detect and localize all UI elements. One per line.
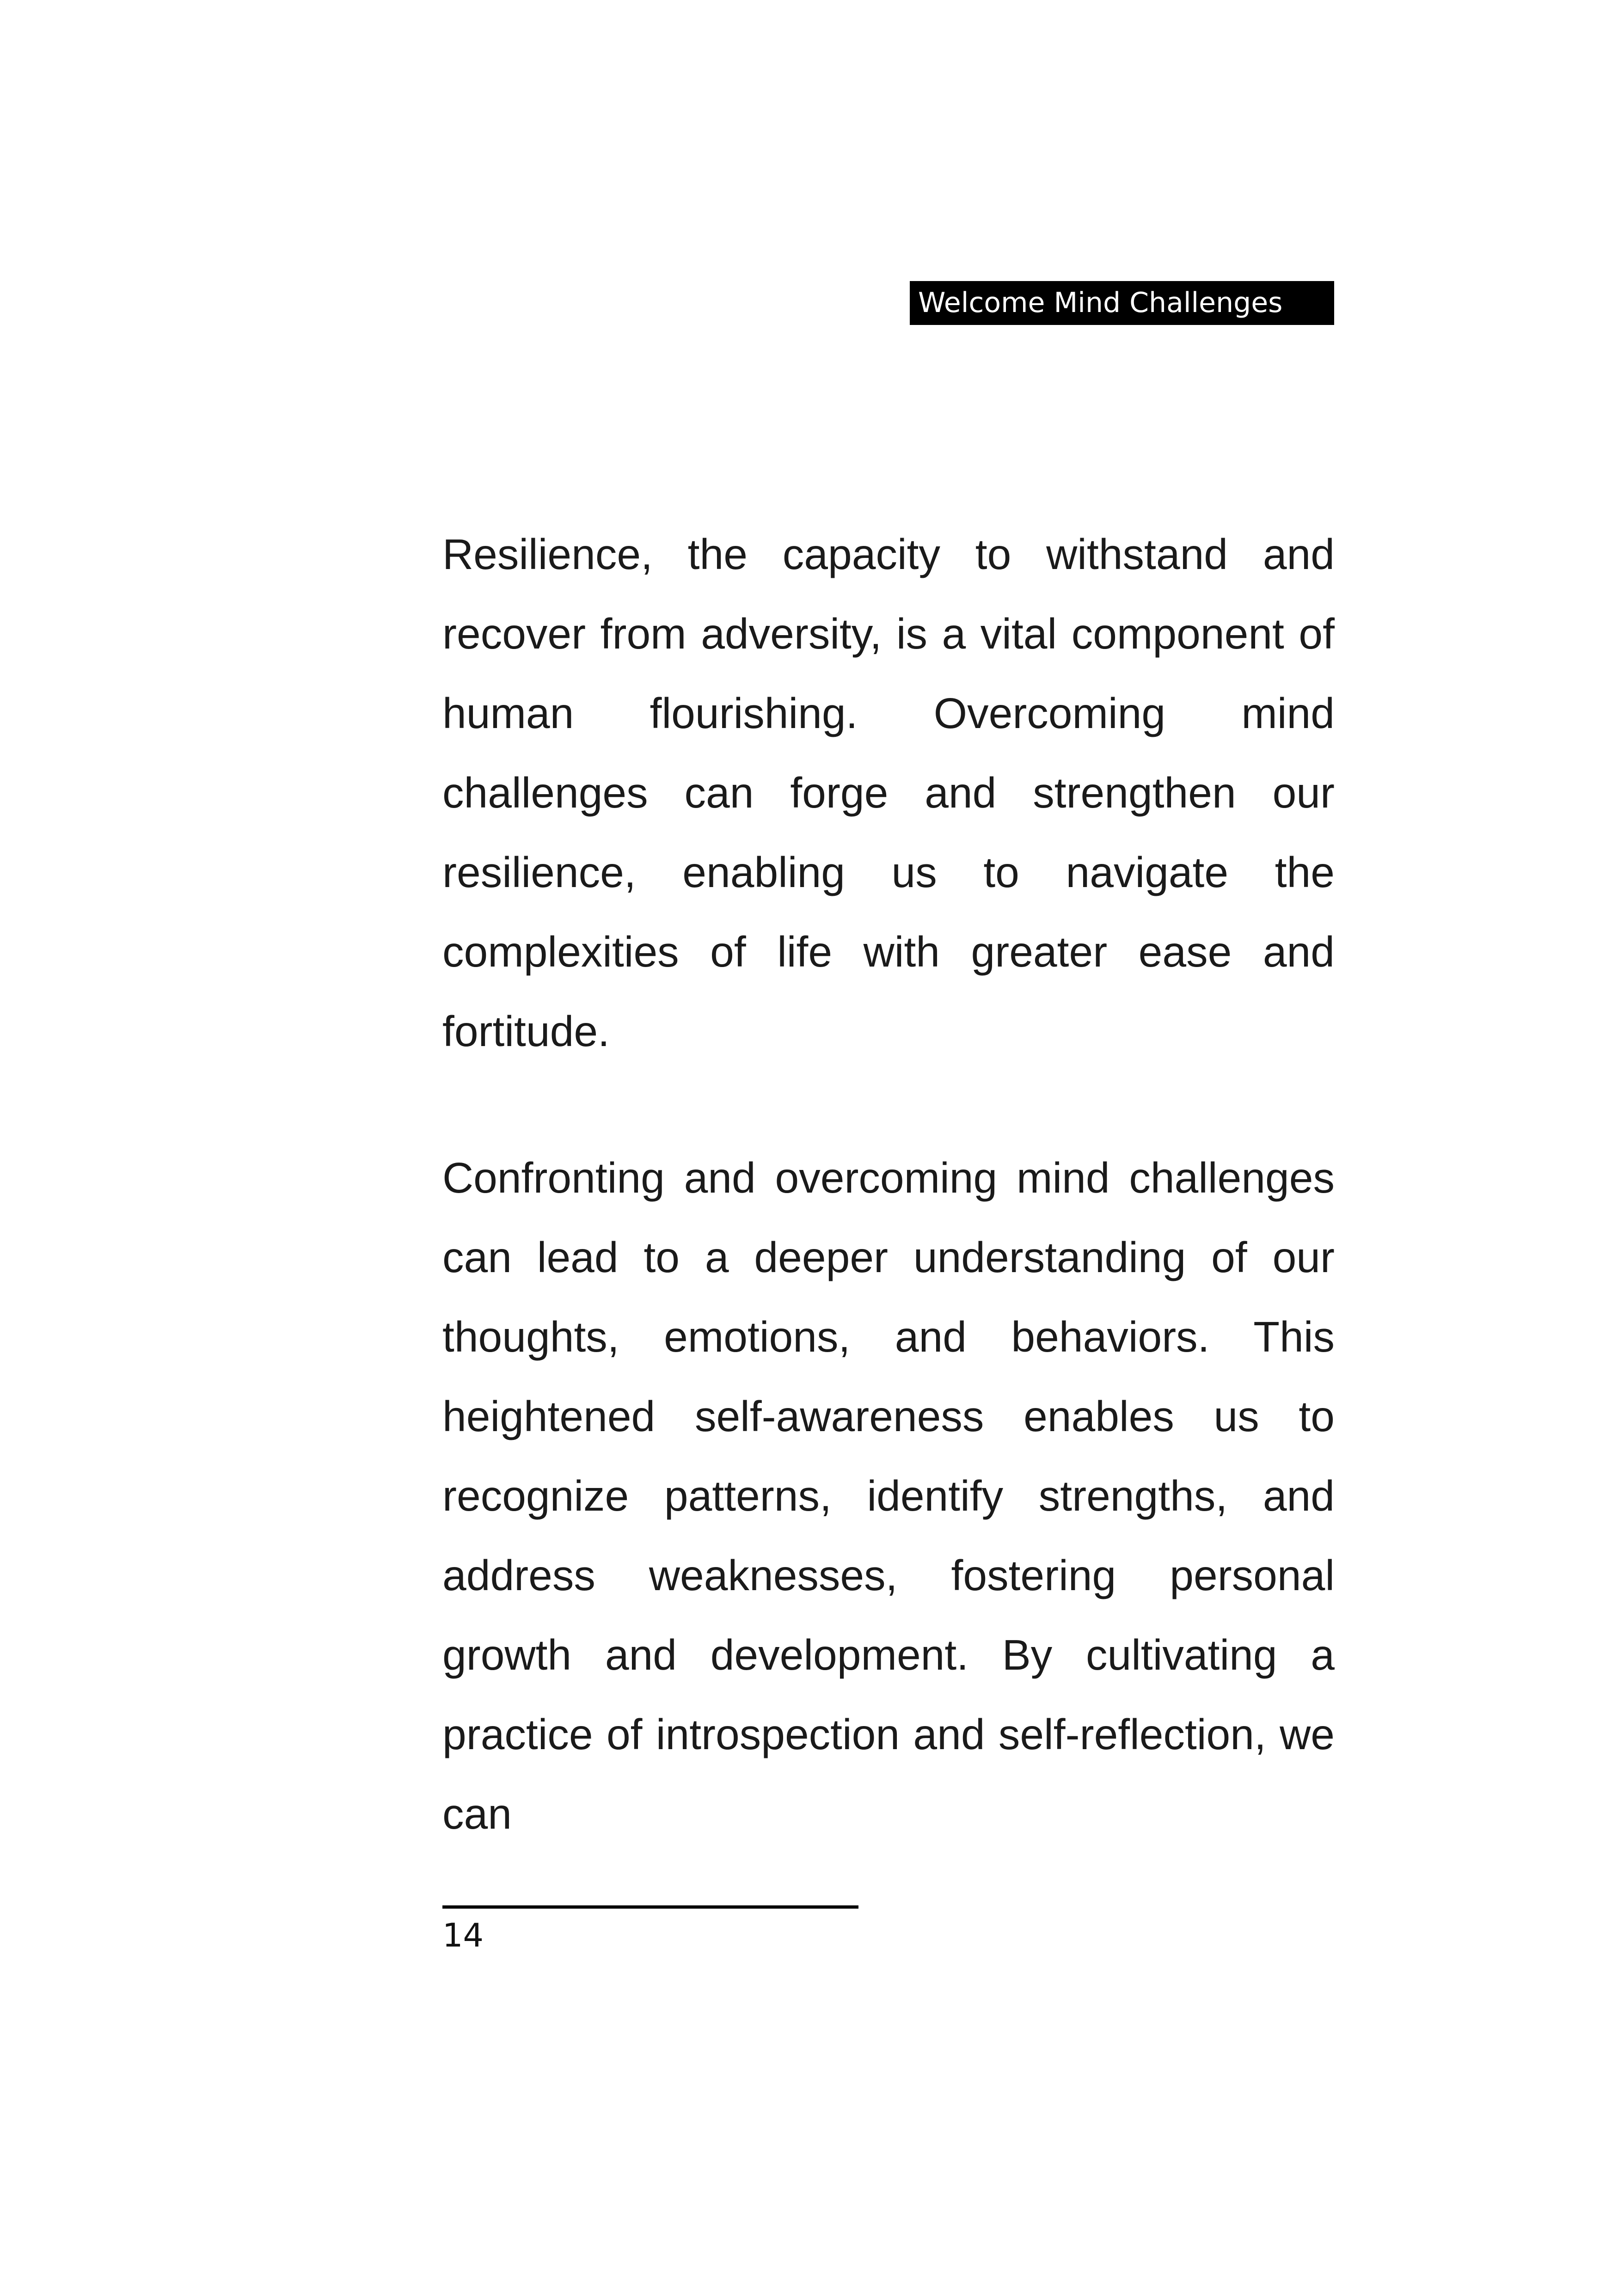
- footer-divider: [442, 1905, 858, 1909]
- body-paragraph-resilience: Resilience, the capacity to withstand and recover from adversity, is a vital component of human flourishing. Overcoming mind challenges can forge and strengthen our resilience, enabling us to navigate the complexities of life with greater ease and fortitude.: [442, 530, 1335, 1055]
- body-paragraph-confronting: Confronting and overcoming mind challenges can lead to a deeper understanding of our thoughts, emotions, and behaviors. This heightened self-awareness enables us to recognize patterns, identify strengths, and address weaknesses, fostering personal growth and development. By cultivating a practice of introspection and self-reflection, we can: [442, 1154, 1335, 1838]
- page-number: 14: [442, 1916, 484, 1954]
- running-header: Welcome Mind Challenges: [910, 281, 1334, 325]
